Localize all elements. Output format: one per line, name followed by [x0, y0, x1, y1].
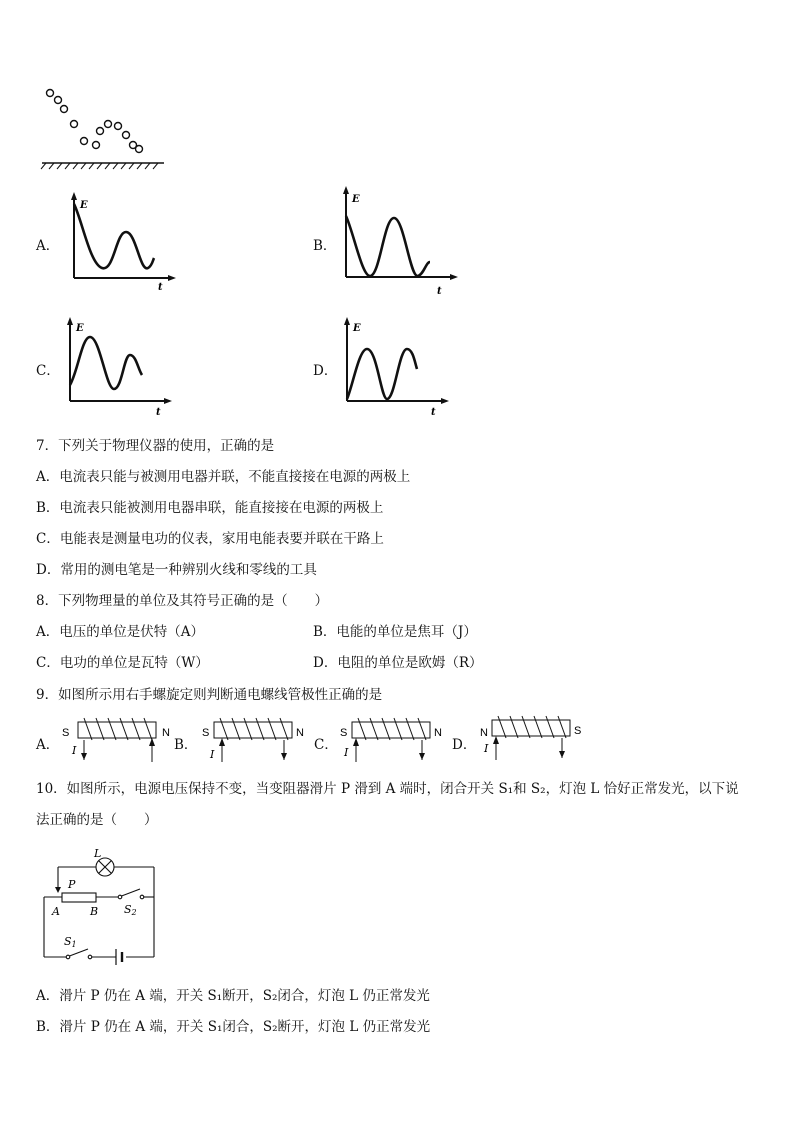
solenoid-b-right-pole: N	[296, 727, 304, 739]
q8-option-c[interactable]: C．电功的单位是瓦特（W）	[36, 655, 209, 671]
graph-a-xlabel: t	[158, 282, 163, 293]
solenoid-a-right-pole: N	[162, 727, 170, 739]
graph-option-a	[64, 190, 179, 293]
q6-option-d-label[interactable]: D．	[313, 363, 338, 379]
graph-a-ylabel: E	[80, 200, 88, 211]
circuit-diagram	[36, 845, 166, 975]
solenoid-c-left-pole: S	[340, 727, 348, 739]
q9-option-a-label[interactable]: A．	[36, 737, 60, 753]
solenoid-c-right-pole: N	[434, 727, 442, 739]
q9-stem: 9．如图所示用右手螺旋定则判断通电螺线管极性正确的是	[36, 687, 383, 703]
switch2-label: S2	[124, 903, 137, 917]
q10-option-b[interactable]: B．滑片 P 仍在 A 端，开关 S₁闭合，S₂断开，灯泡 L 仍正常发光	[36, 1019, 431, 1035]
graph-option-b	[336, 184, 461, 299]
q7-stem: 7．下列关于物理仪器的使用，正确的是	[36, 438, 275, 454]
switch1-label: S1	[64, 935, 77, 949]
graph-option-c	[60, 315, 175, 420]
solenoid-b-current: I	[210, 748, 215, 761]
q9-option-b-label[interactable]: B．	[174, 737, 198, 753]
q8-option-b[interactable]: B．电能的单位是焦耳（J）	[313, 624, 477, 640]
q8-stem: 8．下列物理量的单位及其符号正确的是（ ）	[36, 593, 329, 609]
end-b-label: B	[90, 905, 99, 918]
graph-b-xlabel: t	[437, 286, 442, 297]
solenoid-b-left-pole: S	[202, 727, 210, 739]
solenoid-c	[338, 716, 454, 764]
q6-option-b-label[interactable]: B．	[313, 238, 337, 254]
graph-d-xlabel: t	[431, 407, 436, 418]
q6-option-c-label[interactable]: C．	[36, 363, 60, 379]
q7-option-b[interactable]: B．电流表只能被测用电器串联，能直接接在电源的两极上	[36, 500, 384, 516]
bouncing-ball-figure	[38, 85, 168, 170]
q10-stem-line1: 10．如图所示，电源电压保持不变，当变阻器滑片 P 滑到 A 端时，闭合开关 S₁和 S₂，灯泡 L 恰好正常发光，以下说	[36, 781, 739, 797]
graph-d-ylabel: E	[353, 323, 361, 334]
q9-option-c-label[interactable]: C．	[314, 737, 338, 753]
q9-option-d-label[interactable]: D．	[452, 737, 477, 753]
q10-stem-line2: 法正确的是（ ）	[36, 812, 158, 828]
solenoid-c-current: I	[344, 746, 349, 759]
solenoid-d-right-pole: S	[574, 725, 582, 737]
graph-b-ylabel: E	[352, 194, 360, 205]
solenoid-d	[478, 716, 594, 764]
solenoid-b	[200, 716, 316, 764]
q10-option-a[interactable]: A．滑片 P 仍在 A 端，开关 S₁断开，S₂闭合，灯泡 L 仍正常发光	[36, 988, 430, 1004]
lamp-label: L	[94, 847, 102, 860]
solenoid-a-left-pole: S	[62, 727, 70, 739]
q7-option-d[interactable]: D．常用的测电笔是一种辨别火线和零线的工具	[36, 562, 317, 578]
q7-option-c[interactable]: C．电能表是测量电功的仪表，家用电能表要并联在干路上	[36, 531, 384, 547]
q6-option-a-label[interactable]: A．	[36, 238, 60, 254]
solenoid-a	[60, 716, 176, 764]
slider-label: P	[68, 878, 76, 891]
solenoid-a-current: I	[72, 744, 77, 757]
graph-option-d	[337, 315, 452, 420]
solenoid-d-current: I	[484, 742, 489, 755]
graph-c-xlabel: t	[156, 407, 161, 418]
q7-option-a[interactable]: A．电流表只能与被测用电器并联，不能直接接在电源的两极上	[36, 469, 411, 485]
solenoid-d-left-pole: N	[480, 727, 488, 739]
graph-c-ylabel: E	[76, 323, 84, 334]
q8-option-a[interactable]: A．电压的单位是伏特（A）	[36, 624, 204, 640]
q8-option-d[interactable]: D．电阻的单位是欧姆（R）	[313, 655, 483, 671]
end-a-label: A	[52, 905, 60, 918]
